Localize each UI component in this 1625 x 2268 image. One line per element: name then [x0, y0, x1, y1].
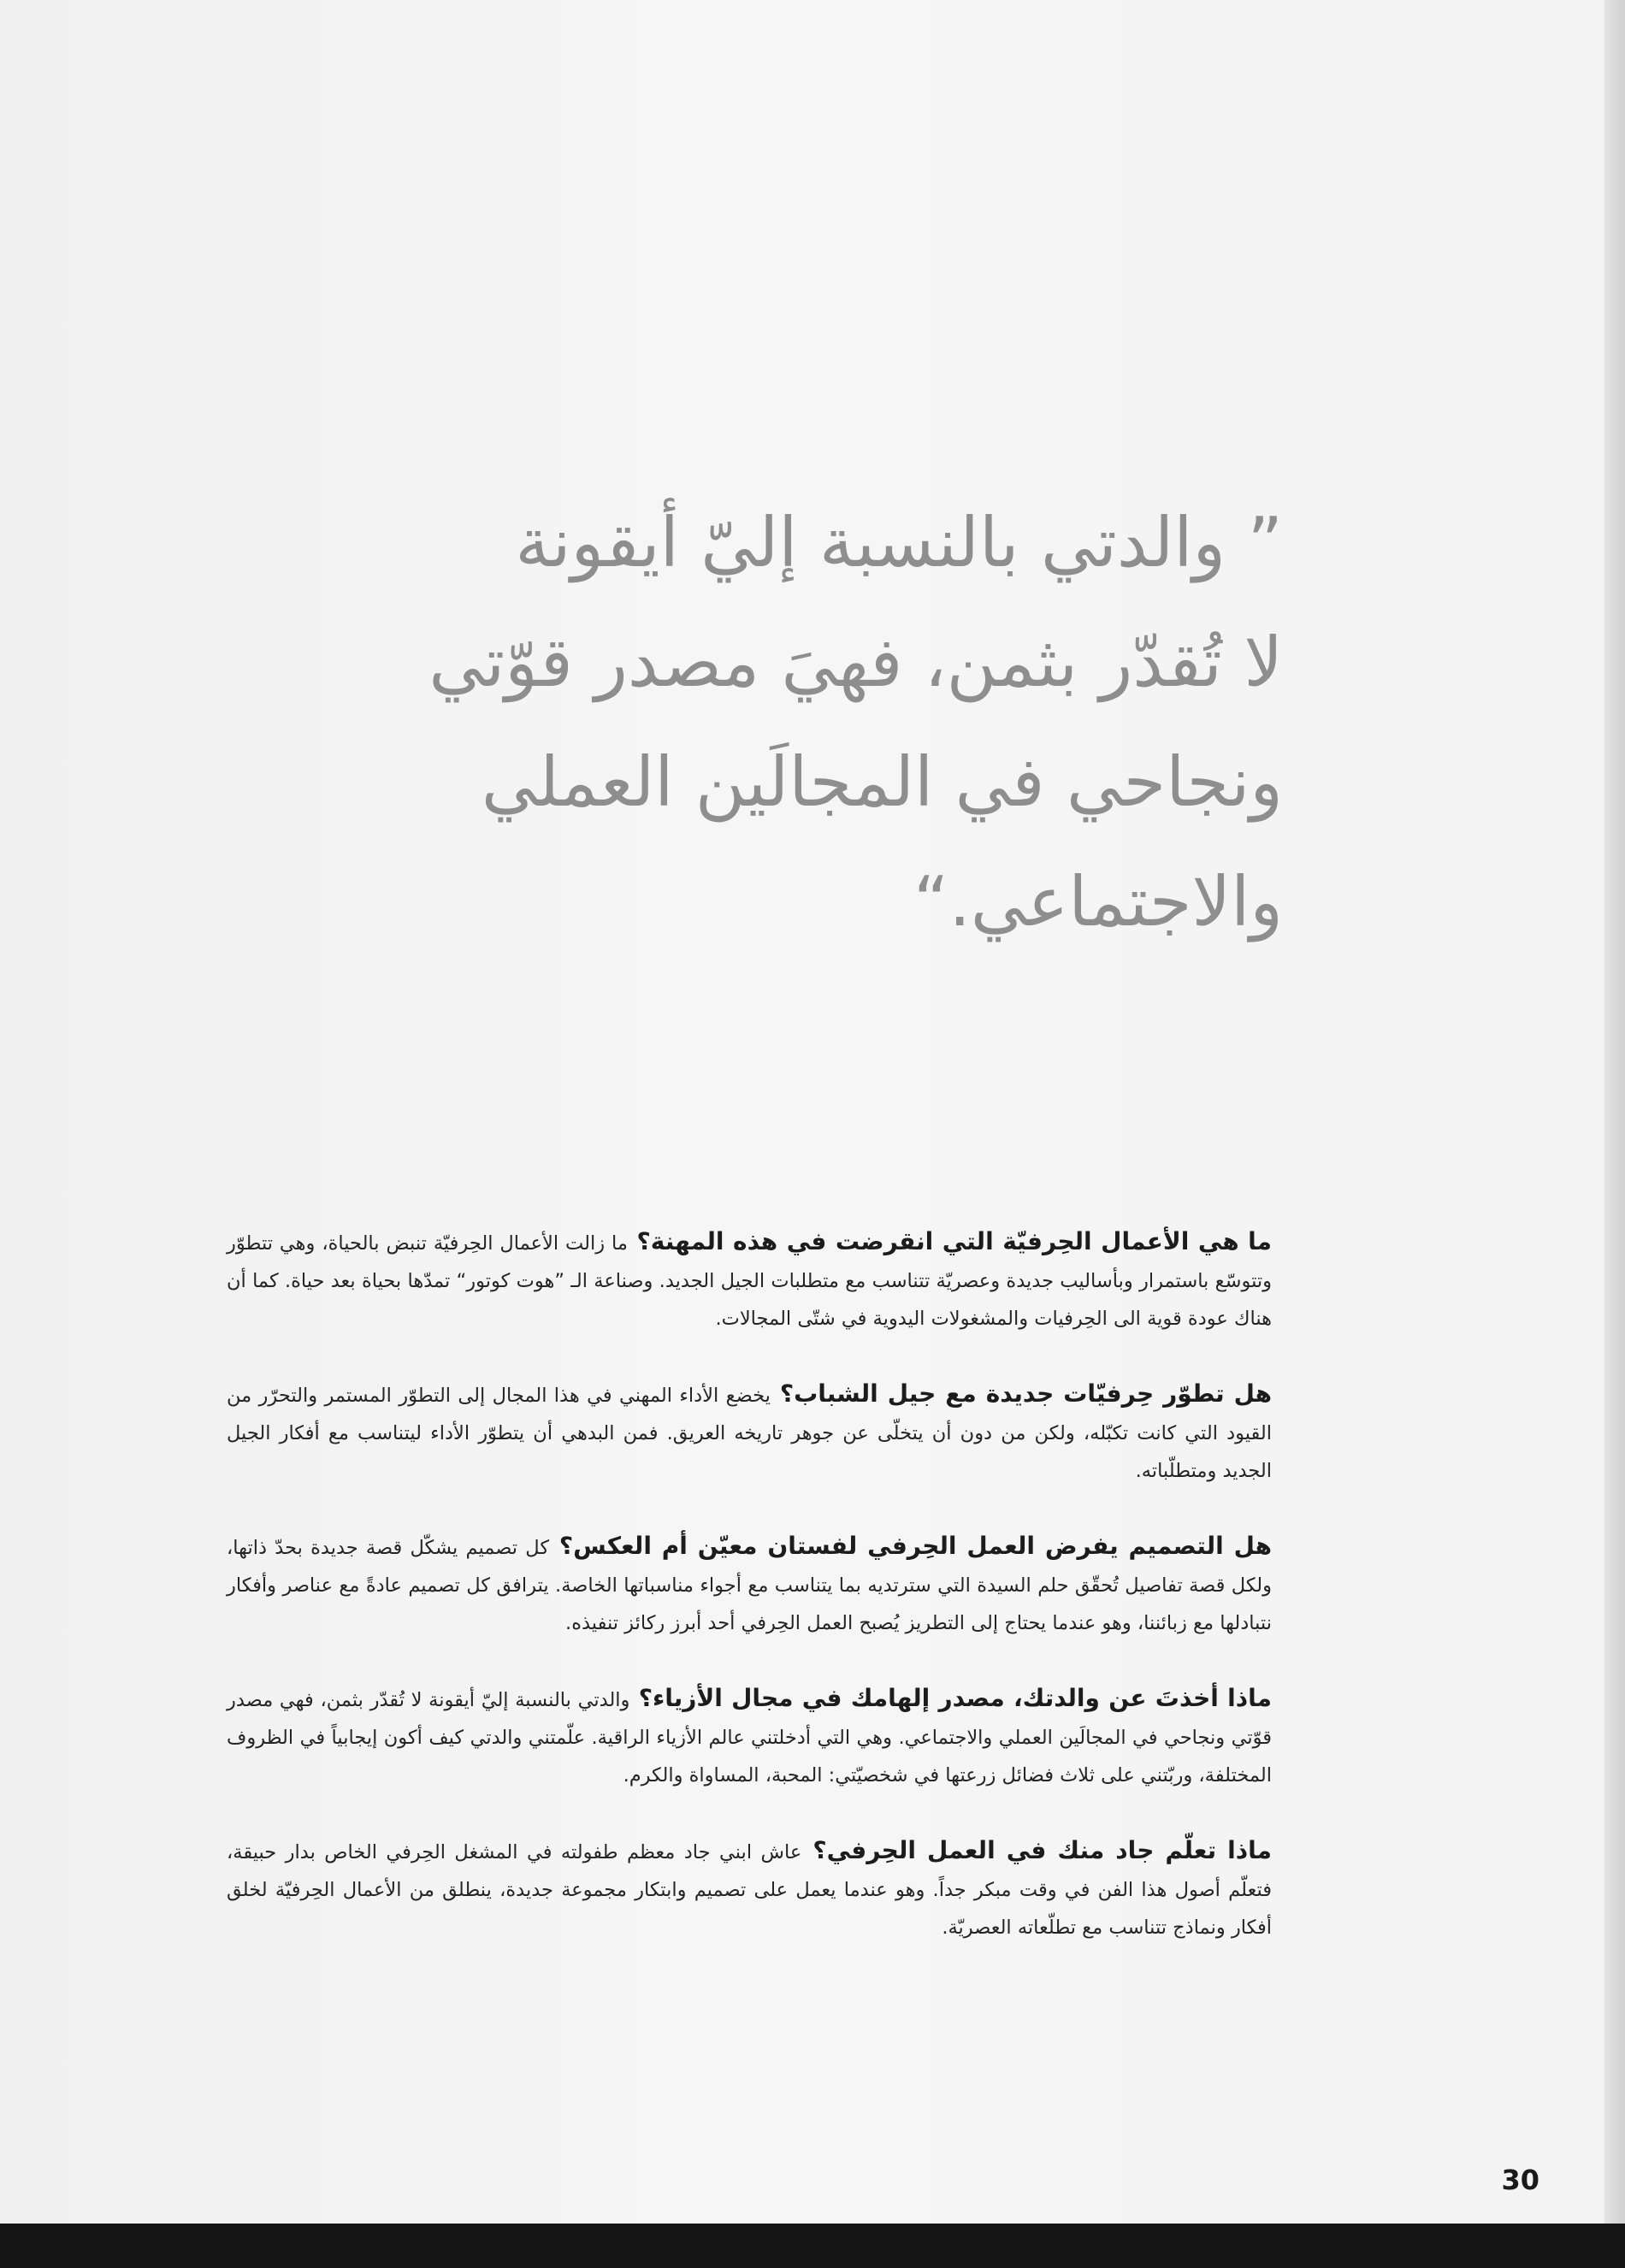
interview-question: ماذا أخذتَ عن والدتك، مصدر إلهامك في مجال الأزياء؟ [629, 1684, 1272, 1712]
interview-question: ماذا تعلّم جاد منك في العمل الحِرفي؟ [801, 1836, 1272, 1864]
interview-question: هل تطوّر حِرفيّات جديدة مع جيل الشباب؟ [770, 1379, 1272, 1408]
pull-quote-line: ونجاحي في المجالَين العملي [481, 742, 1283, 822]
interview-answer: والدتي بالنسبة إليّ أيقونة لا تُقدّر بثمن، فهي مصدر قوّتي ونجاحي في المجالَين العملي والاجتماعي. وهي التي أدخلتني عالم الأزياء الراقية. علّمتني والدتي كيف أكون إيجابياً في الظروف المختلفة، وربّتني على ثلاث فضائل زرعتها في شخصيّتي: المحبة، المساواة والكرم. [227, 1689, 1272, 1787]
interview-question: ما هي الأعمال الحِرفيّة التي انقرضت في هذه المهنة؟ [627, 1227, 1272, 1255]
interview-section [227, 1223, 1272, 1984]
interview-answer: عاش ابني جاد معظم طفولته في المشغل الحِرفي الخاص بدار حبيقة، فتعلّم أصول هذا الفن في وقت مبكر جداً. وهو عندما يعمل على تصميم وابتكار مجموعة جديدة، ينطلق من الأعمال الحِرفيّة لخلق أفكار ونماذج تتناسب مع تطلّعاته العصريّة. [227, 1841, 1272, 1939]
interview-answer: يخضع الأداء المهني في هذا المجال إلى التطوّر المستمر والتحرّر من القيود التي كانت تكبّله، ولكن من دون أن يتخلّى عن جوهر تاريخه العريق. فمن البدهي أن يتطوّر الأداء ليتناسب مع أفكار الجيل الجديد ومتطلّباته. [227, 1385, 1272, 1482]
qa-paragraph [227, 1832, 1272, 1946]
qa-paragraph [227, 1223, 1272, 1338]
interview-answer: ما زالت الأعمال الحِرفيّة تنبض بالحياة، وهي تتطوّر وتتوسّع باستمرار وبأساليب جديدة وعصريّة تتناسب مع متطلبات الجيل الجديد. وصناعة الـ ”هوت كوتور“ تمدّها بحياة بعد حياة. كما أن هناك عودة قوية الى الحِرفيات والمشغولات اليدوية في شتّى المجالات. [227, 1232, 1272, 1330]
qa-paragraph [227, 1680, 1272, 1794]
interview-question: هل التصميم يفرض العمل الحِرفي لفستان معيّن أم العكس؟ [549, 1532, 1272, 1560]
pull-quote-line: والاجتماعي.“ [913, 862, 1283, 942]
page-edge-shadow [1604, 0, 1625, 2224]
pull-quote-line: ” والدتي بالنسبة إليّ أيقونة [515, 503, 1283, 582]
pull-quote [214, 483, 1283, 962]
pull-quote-line: لا تُقدّر بثمن، فهيَ مصدر قوّتي [428, 623, 1283, 702]
qa-paragraph [227, 1375, 1272, 1490]
interview-answer: كل تصميم يشكّل قصة جديدة بحدّ ذاتها، ولكل قصة تفاصيل تُحقّق حلم السيدة التي سترتديه بما يتناسب مع أجواء مناسباتها الخاصة. يترافق كل تصميم عادةً مع عناصر وأفكار نتبادلها مع زبائننا، وهو عندما يحتاج إلى التطريز يُصبح العمل الحِرفي أحد أبرز ركائز تنفيذه. [227, 1537, 1272, 1634]
page-number: 30 [1501, 2164, 1539, 2196]
qa-paragraph [227, 1527, 1272, 1642]
scan-bottom-border [0, 2224, 1625, 2268]
